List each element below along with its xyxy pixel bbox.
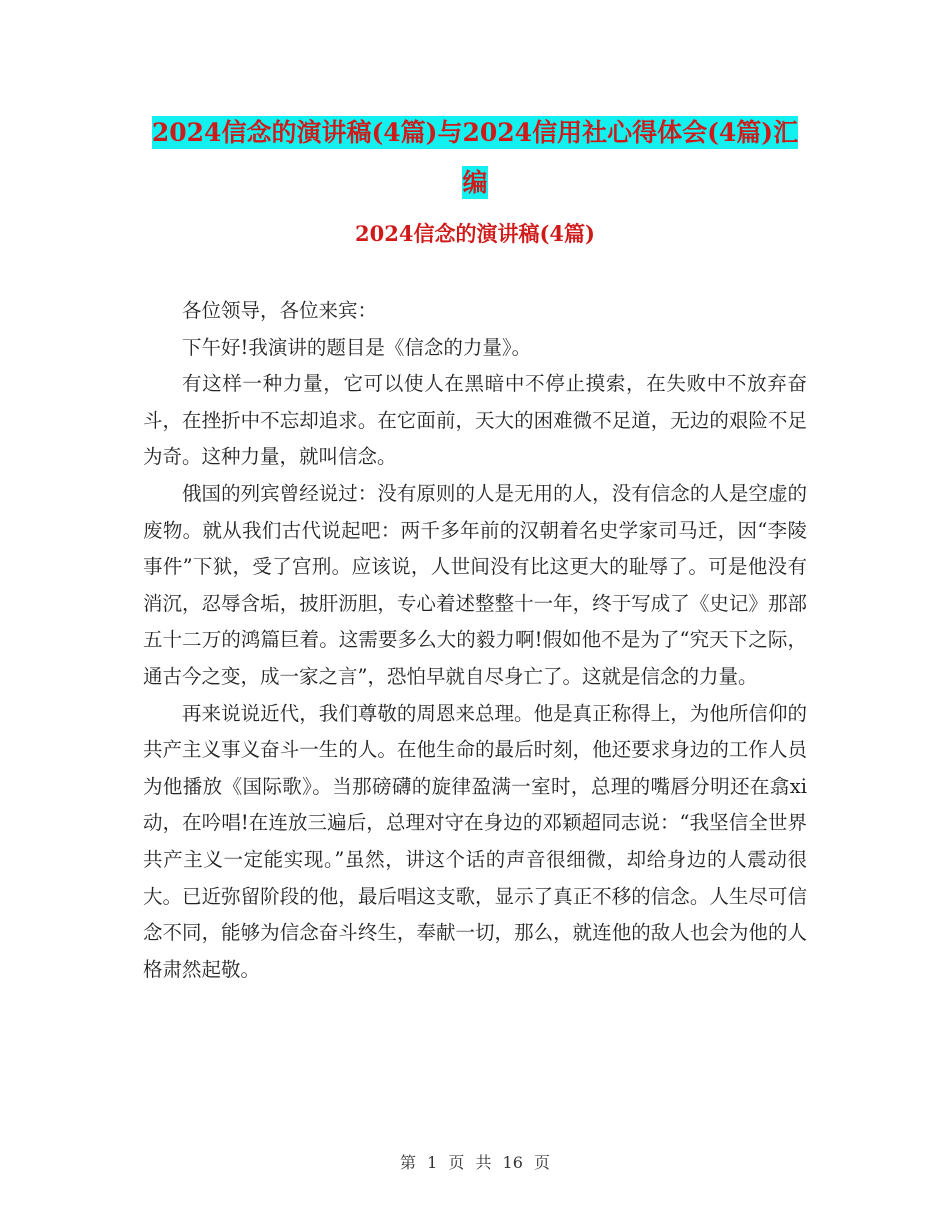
paragraph-opening: 下午好!我演讲的题目是《信念的力量》。 [182,335,532,359]
document-title-text: 2024信念的演讲稿(4篇)与2024信用社心得体会(4篇)汇编 [151,118,799,197]
paragraph: 俄国的列宾曾经说过：没有原则的人是无用的人，没有信念的人是空虚的废物。就从我们古代说起吧：两千多年前的汉朝着名史学家司马迁，因“李陵事件”下狱，受了宫刑。应该说，人世间没有比这更大的耻辱了。可是他没有消沉，忍辱含垢，披肝沥胆，专心着述整整十一年，终于写成了《史记》那部五十二万的鸿篇巨着。这需要多么大的毅力啊!假如他不是为了“究天下之际，通古今之变，成一家之言”，恐怕早就自尽身亡了。这就是信念的力量。 [143,481,807,688]
document-body [143,293,807,988]
paragraph-greeting: 各位领导，各位来宾： [182,299,378,322]
document-title [140,108,810,208]
paragraph: 有这样一种力量，它可以使人在黑暗中不停止摸索，在失败中不放弃奋斗，在挫折中不忘却追求。在它面前，天大的困难微不足道，无边的艰险不足为奇。这种力量，就叫信念。 [143,372,807,469]
paragraph: 再来说说近代，我们尊敬的周恩来总理。他是真正称得上，为他所信仰的共产主义事义奋斗一生的人。在他生命的最后时刻，他还要求身边的工作人员为他播放《国际歌》。当那磅礴的旋律盈满一室时，总理的嘴唇分明还在翕xi动，在吟唱!在连放三遍后，总理对守在身边的邓颖超同志说：“我坚信全世界共产主义一定能实现。”虽然，讲这个话的声音很细微，却给身边的人震动很大。已近弥留阶段的他，最后唱这支歌，显示了真正不移的信念。人生尽可信念不同，能够为信念奋斗终生，奉献一切，那么，就连他的敌人也会为他的人格肃然起敬。 [143,701,807,981]
page-footer: 第 1 页 共 16 页 [400,1153,550,1172]
section-title: 2024信念的演讲稿(4篇) [355,221,595,246]
